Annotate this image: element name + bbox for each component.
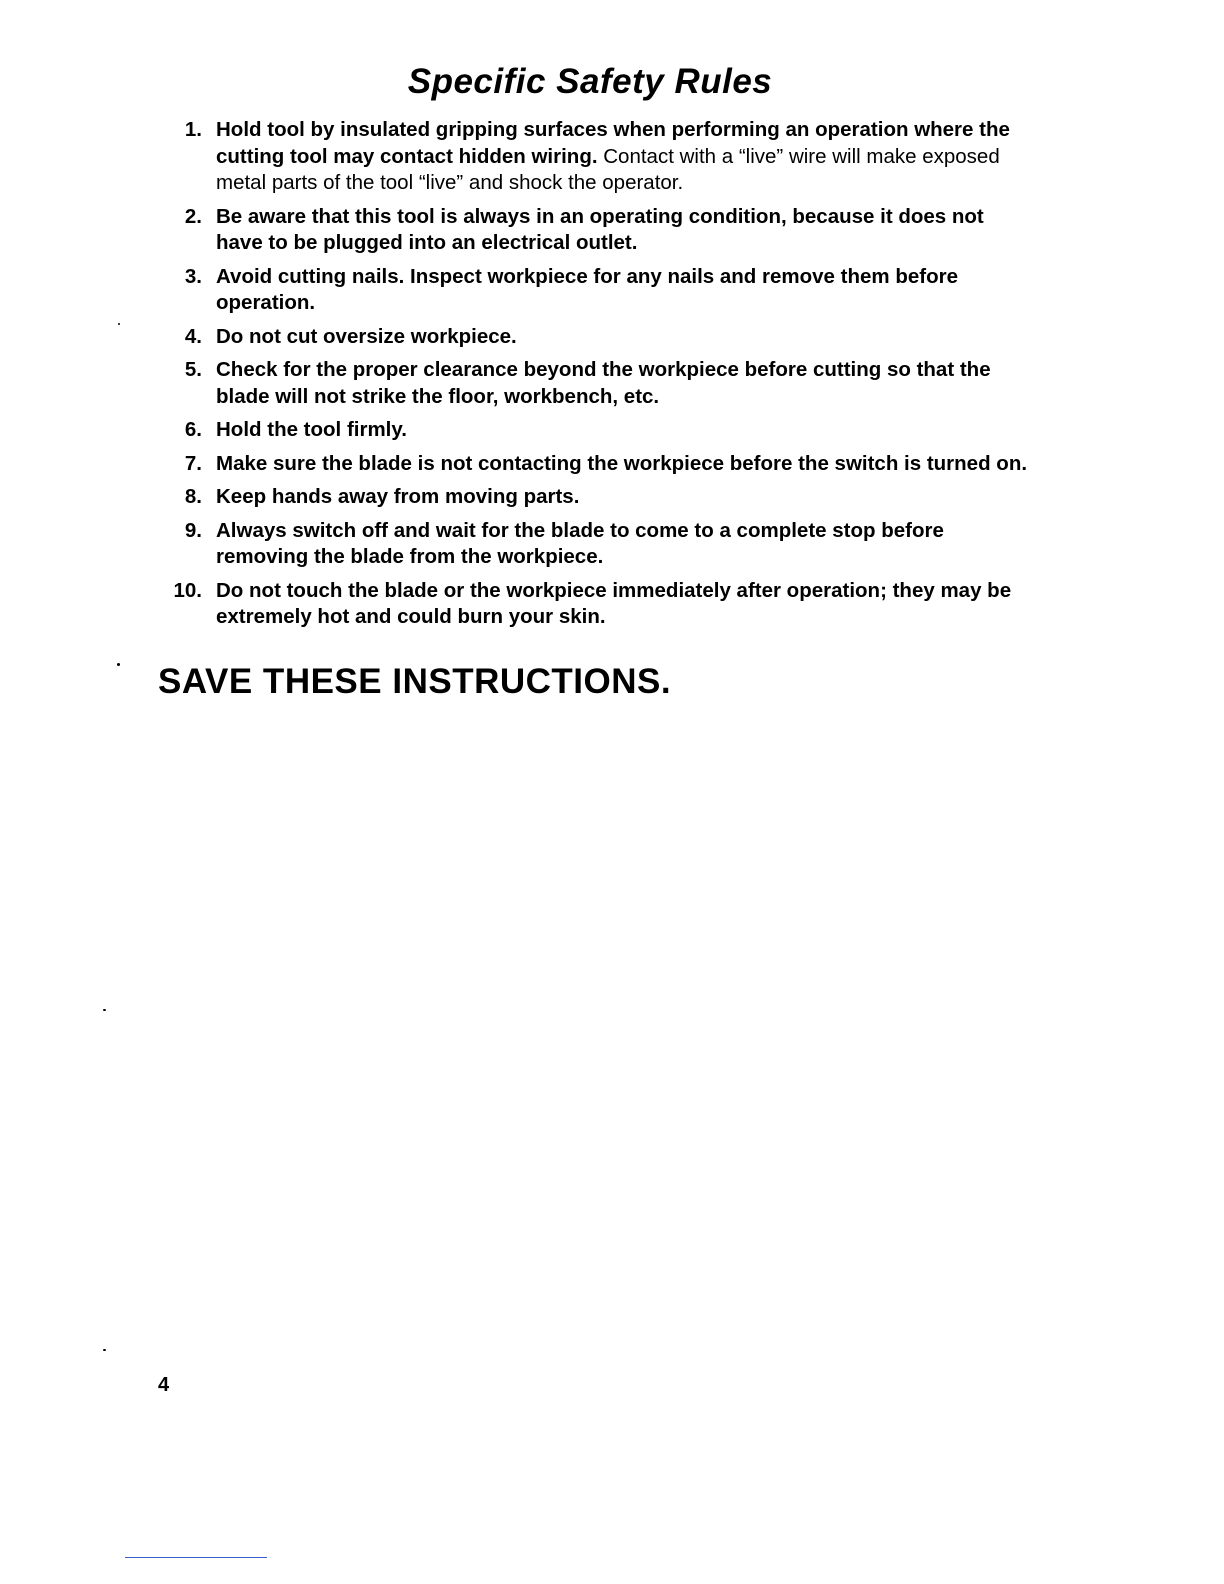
rule-number: 4.	[184, 324, 202, 348]
page-title: Specific Safety Rules	[407, 62, 773, 101]
rule-number: 9.	[184, 518, 202, 542]
rule-number: 3.	[184, 264, 202, 288]
rule-text	[202, 578, 1030, 631]
rule-bold-text: Check for the proper clearance beyond the workpiece before cutting so that the blade will not strike the floor, workbench, etc.	[216, 358, 991, 408]
rule-text	[202, 451, 1030, 478]
rule-item-4	[150, 324, 1030, 351]
rule-item-3	[150, 264, 1030, 317]
footer-rule	[125, 1557, 267, 1558]
rule-number: 6.	[184, 418, 202, 441]
rule-text	[202, 117, 1030, 197]
rule-normal-text: Contact with a “live” wire will make exposed metal parts of the tool “live” and shock the operator.	[216, 144, 1000, 194]
rule-item-1	[150, 117, 1030, 197]
save-instructions-heading: SAVE THESE INSTRUCTIONS.	[158, 662, 672, 701]
rule-bold-text: Keep hands away from moving parts.	[216, 485, 580, 508]
rule-number: 1.	[184, 118, 202, 141]
page-number: 4	[158, 1374, 170, 1396]
rule-text	[202, 204, 1030, 257]
rule-item-5	[150, 357, 1030, 410]
rule-number: 5.	[184, 358, 202, 381]
rule-text	[202, 518, 1030, 571]
scan-speck	[103, 1009, 106, 1011]
scan-speck	[117, 663, 120, 666]
rule-number: 10.	[173, 578, 202, 602]
rule-text	[202, 264, 1030, 317]
rule-text	[202, 417, 1030, 444]
rule-bold-text: Do not cut oversize workpiece.	[216, 324, 517, 348]
rule-bold-text: Do not touch the blade or the workpiece immediately after operation; they may be extremely hot and could burn your skin.	[216, 578, 1012, 628]
scan-speck	[103, 1349, 106, 1351]
rule-text	[202, 324, 1030, 351]
rule-bold-text: Hold tool by insulated gripping surfaces when performing an operation where the cutting tool may contact hidden wiring.	[216, 118, 1010, 168]
rule-number: 2.	[184, 204, 202, 228]
rule-item-6	[150, 417, 1030, 444]
rule-text	[202, 484, 1030, 511]
scan-speck	[118, 323, 120, 325]
rule-text	[202, 357, 1030, 410]
rule-bold-text: Hold the tool firmly.	[216, 418, 407, 441]
rule-number: 8.	[184, 485, 202, 508]
rule-item-8	[150, 484, 1030, 511]
rule-bold-text: Be aware that this tool is always in an operating condition, because it does not have to be plugged into an electrical outlet.	[216, 204, 984, 254]
rule-bold-text: Avoid cutting nails. Inspect workpiece for any nails and remove them before operation.	[216, 264, 958, 314]
rule-bold-text: Always switch off and wait for the blade to come to a complete stop before removing the blade from the workpiece.	[216, 518, 944, 568]
rule-item-2	[150, 204, 1030, 257]
rule-number: 7.	[184, 451, 202, 475]
rule-item-7	[150, 451, 1030, 478]
rule-item-10	[150, 578, 1030, 631]
safety-rules-list	[150, 117, 1030, 638]
rule-item-9	[150, 518, 1030, 571]
rule-bold-text: Make sure the blade is not contacting the workpiece before the switch is turned on.	[216, 451, 1028, 475]
